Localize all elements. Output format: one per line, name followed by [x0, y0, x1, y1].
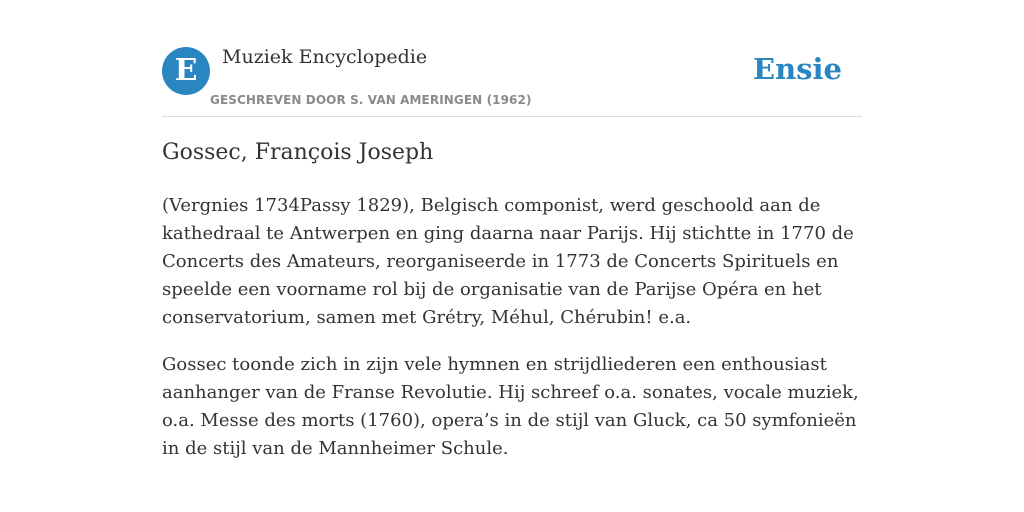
article-paragraph: (Vergnies 1734Passy 1829), Belgisch componist, werd geschoold aan de kathedraal te Antwerpen en ging daarna naar Parijs. Hij stichtte in 1770 de Concerts des Amateurs, reorganiseerde in 1773 de Concerts Spirituels en speelde een voorname rol bij de organisatie van de Parijse Opéra en het conservatorium, samen met Grétry, Méhul, Chérubin! e.a. — [162, 195, 854, 328]
encyclopedia-logo-icon[interactable]: E — [162, 47, 210, 95]
author-line: GESCHREVEN DOOR S. VAN AMERINGEN (1962) — [210, 93, 532, 107]
article-title: Gossec, François Joseph — [162, 140, 434, 165]
header — [162, 40, 862, 117]
article-body — [162, 192, 862, 482]
ensie-logo-link[interactable]: Ensie — [753, 52, 842, 86]
encyclopedia-name-link[interactable]: Muziek Encyclopedie — [222, 46, 428, 68]
article-paragraph: Gossec toonde zich in zijn vele hymnen en strijdliederen een enthousiast aanhanger van de Franse Revolutie. Hij schreef o.a. sonates, vocale muziek, o.a. Messe des morts (1760), opera’s in de stijl van Gluck, ca 50 symfonieën in de stijl van de Mannheimer Schule. — [162, 354, 859, 459]
